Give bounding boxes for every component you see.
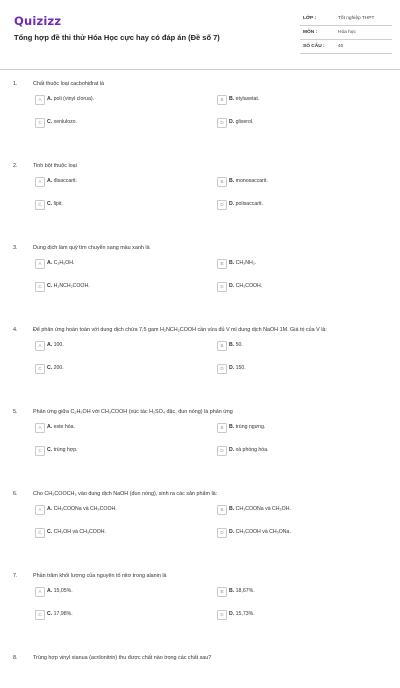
header-divider bbox=[0, 69, 400, 70]
answer-option-a[interactable] bbox=[35, 341, 205, 352]
answer-letter-box[interactable]: C bbox=[35, 528, 45, 538]
meta-value: Tốt nghiệp THPT bbox=[338, 16, 375, 21]
question-stem bbox=[0, 652, 400, 662]
meta-row-subject bbox=[300, 26, 392, 40]
answer-text bbox=[229, 424, 265, 430]
answer-label: B. bbox=[229, 342, 235, 348]
question-stem bbox=[0, 242, 400, 252]
answer-value: 17,98%. bbox=[53, 611, 73, 617]
answer-text bbox=[229, 201, 263, 207]
answer-option-c[interactable] bbox=[35, 446, 205, 457]
answer-value: đisaccarit. bbox=[53, 178, 77, 184]
answer-letter-box[interactable]: A bbox=[35, 177, 45, 187]
answer-text bbox=[47, 342, 64, 348]
question-number: 1. bbox=[13, 81, 18, 87]
question-item bbox=[0, 242, 400, 298]
answer-value: 100. bbox=[53, 342, 64, 348]
question-text: Cho CH₃COOCH₃ vào dung dịch NaOH (đun nóng), sinh ra các sản phẩm là: bbox=[33, 491, 218, 497]
answer-label: D. bbox=[229, 611, 235, 617]
answer-letter-box[interactable]: C bbox=[35, 282, 45, 292]
answer-label: D. bbox=[229, 119, 235, 125]
answer-options bbox=[0, 416, 400, 462]
answer-letter-box[interactable]: B bbox=[217, 177, 227, 187]
answer-letter-box[interactable]: A bbox=[35, 423, 45, 433]
worksheet-title: Tổng hợp đề thi thử Hóa Học cực hay có đáp án (Đề số 7) bbox=[14, 33, 220, 42]
answer-text bbox=[229, 178, 268, 184]
answer-option-a[interactable] bbox=[35, 177, 205, 188]
answer-option-b[interactable] bbox=[217, 505, 387, 516]
quizizz-logo: Quizizz bbox=[14, 14, 62, 28]
answer-label: D. bbox=[229, 447, 235, 453]
meta-value: Hóa học bbox=[338, 30, 356, 35]
meta-value: 40 bbox=[338, 44, 344, 49]
answer-letter-box[interactable]: D bbox=[217, 200, 227, 210]
answer-option-a[interactable] bbox=[35, 587, 205, 598]
answer-letter-box[interactable]: C bbox=[35, 610, 45, 620]
answer-option-c[interactable] bbox=[35, 282, 205, 293]
question-stem bbox=[0, 78, 400, 88]
question-item bbox=[0, 652, 400, 662]
answer-option-b[interactable] bbox=[217, 95, 387, 106]
answer-letter-box[interactable]: A bbox=[35, 259, 45, 269]
question-number: 3. bbox=[13, 245, 18, 251]
answer-value: xà phòng hóa. bbox=[235, 447, 269, 453]
answer-value: CH₃NH₂. bbox=[235, 260, 257, 266]
answer-value: trùng ngưng. bbox=[235, 424, 266, 430]
answer-option-c[interactable] bbox=[35, 610, 205, 621]
answer-text bbox=[47, 283, 90, 289]
answer-value: CH₃COOH. bbox=[235, 283, 263, 289]
answer-letter-box[interactable]: D bbox=[217, 610, 227, 620]
answer-text bbox=[47, 424, 75, 430]
answer-label: B. bbox=[229, 178, 235, 184]
answer-text bbox=[229, 96, 259, 102]
answer-letter-box[interactable]: D bbox=[217, 528, 227, 538]
question-item bbox=[0, 570, 400, 626]
answer-text bbox=[47, 260, 74, 266]
answer-value: lipit. bbox=[53, 201, 63, 207]
question-text: Để phản ứng hoàn toàn với dung dịch chứa 7,5 gam H₂NCH₂COOH cần vừa đủ V ml dung dịch NaOH 1M. Giá trị của V là: bbox=[33, 327, 327, 333]
answer-letter-box[interactable]: A bbox=[35, 95, 45, 105]
question-item bbox=[0, 324, 400, 380]
question-item bbox=[0, 488, 400, 544]
answer-value: 200. bbox=[53, 365, 64, 371]
question-stem bbox=[0, 160, 400, 170]
answer-option-a[interactable] bbox=[35, 423, 205, 434]
answer-letter-box[interactable]: C bbox=[35, 364, 45, 374]
answer-value: 18,67%. bbox=[235, 588, 255, 594]
answer-option-b[interactable] bbox=[217, 259, 387, 270]
answer-letter-box[interactable]: A bbox=[35, 341, 45, 351]
answer-option-d[interactable] bbox=[217, 446, 387, 457]
answer-letter-box[interactable]: A bbox=[35, 505, 45, 515]
answer-option-c[interactable] bbox=[35, 118, 205, 129]
question-number: 5. bbox=[13, 409, 18, 415]
answer-label: D. bbox=[229, 283, 235, 289]
question-item bbox=[0, 406, 400, 462]
answer-value: CH₃COONa và CH₃OH. bbox=[235, 506, 291, 512]
answer-letter-box[interactable]: C bbox=[35, 118, 45, 128]
answer-label: D. bbox=[229, 201, 235, 207]
answer-value: H₂NCH₂COOH. bbox=[53, 283, 90, 289]
answer-label: D. bbox=[229, 365, 235, 371]
answer-label: B. bbox=[229, 506, 235, 512]
answer-options bbox=[0, 252, 400, 298]
answer-letter-box[interactable]: D bbox=[217, 118, 227, 128]
answer-label: C. bbox=[47, 119, 53, 125]
meta-key: LỚP : bbox=[303, 16, 317, 21]
answer-letter-box[interactable]: B bbox=[217, 95, 227, 105]
answer-option-d[interactable] bbox=[217, 200, 387, 211]
answer-option-d[interactable] bbox=[217, 282, 387, 293]
question-number: 4. bbox=[13, 327, 18, 333]
answer-value: CH₃OH và CH₃COOH. bbox=[53, 529, 106, 535]
answer-label: C. bbox=[47, 611, 53, 617]
answer-text bbox=[47, 611, 73, 617]
answer-value: etylaxetat. bbox=[235, 96, 260, 102]
answer-option-d[interactable] bbox=[217, 528, 387, 539]
answer-option-d[interactable] bbox=[217, 364, 387, 375]
answer-value: este hóa. bbox=[53, 424, 75, 430]
answer-letter-box[interactable]: B bbox=[217, 423, 227, 433]
meta-key: SỐ CÂU : bbox=[303, 44, 325, 49]
answer-option-a[interactable] bbox=[35, 505, 205, 516]
answer-text bbox=[47, 529, 106, 535]
answer-letter-box[interactable]: D bbox=[217, 446, 227, 456]
answer-option-d[interactable] bbox=[217, 118, 387, 129]
question-text: Chất thuộc loại cacbohiđrat là bbox=[33, 81, 105, 87]
answer-letter-box[interactable]: B bbox=[217, 587, 227, 597]
meta-key: MÔN : bbox=[303, 30, 318, 35]
answer-value: trùng hợp. bbox=[53, 447, 78, 453]
answer-text bbox=[229, 447, 269, 453]
answer-option-a[interactable] bbox=[35, 95, 205, 106]
answer-option-c[interactable] bbox=[35, 200, 205, 211]
question-text: Phản ứng giữa C₂H₅OH với CH₃COOH (xúc tác H₂SO₄ đặc, đun nóng) là phản ứng bbox=[33, 409, 233, 415]
question-item bbox=[0, 78, 400, 134]
answer-value: glixerol. bbox=[235, 119, 254, 125]
answer-text bbox=[47, 119, 77, 125]
answer-letter-box[interactable]: A bbox=[35, 587, 45, 597]
answer-option-c[interactable] bbox=[35, 364, 205, 375]
answer-text bbox=[229, 342, 243, 348]
answer-text bbox=[47, 447, 78, 453]
answer-label: D. bbox=[229, 529, 235, 535]
answer-text bbox=[47, 178, 77, 184]
worksheet-header bbox=[0, 0, 400, 62]
meta-row-question-count bbox=[300, 40, 392, 54]
answer-text bbox=[229, 260, 256, 266]
answer-label: B. bbox=[229, 424, 235, 430]
answer-letter-box[interactable]: D bbox=[217, 282, 227, 292]
answer-value: 150. bbox=[235, 365, 246, 371]
answer-label: C. bbox=[47, 283, 53, 289]
question-text: Dung dịch làm quỳ tím chuyển sang màu xanh là bbox=[33, 245, 150, 251]
answer-letter-box[interactable]: C bbox=[35, 446, 45, 456]
question-text: Tinh bột thuộc loại bbox=[33, 163, 77, 169]
answer-value: poli (vinyl clorua). bbox=[53, 96, 95, 102]
answer-label: C. bbox=[47, 447, 53, 453]
answer-label: A. bbox=[47, 588, 53, 594]
answer-text bbox=[47, 588, 73, 594]
worksheet-meta-table bbox=[300, 12, 392, 54]
question-number: 8. bbox=[13, 655, 18, 661]
answer-text bbox=[229, 588, 255, 594]
answer-value: 50. bbox=[235, 342, 243, 348]
question-list bbox=[0, 78, 400, 688]
answer-text bbox=[229, 119, 254, 125]
answer-option-b[interactable] bbox=[217, 423, 387, 434]
question-text: Phần trăm khối lượng của nguyên tố nitơ trong alanin là bbox=[33, 573, 167, 579]
answer-text bbox=[229, 506, 291, 512]
answer-value: C₂H₅OH. bbox=[53, 260, 75, 266]
answer-option-c[interactable] bbox=[35, 528, 205, 539]
answer-label: C. bbox=[47, 529, 53, 535]
answer-value: xenlulozo. bbox=[53, 119, 77, 125]
answer-label: A. bbox=[47, 96, 53, 102]
question-stem bbox=[0, 488, 400, 498]
question-stem bbox=[0, 324, 400, 334]
question-number: 2. bbox=[13, 163, 18, 169]
answer-letter-box[interactable]: C bbox=[35, 200, 45, 210]
answer-text bbox=[47, 201, 63, 207]
answer-label: A. bbox=[47, 342, 53, 348]
answer-label: B. bbox=[229, 588, 235, 594]
answer-text bbox=[229, 611, 255, 617]
answer-option-b[interactable] bbox=[217, 587, 387, 598]
answer-value: monosaccarit. bbox=[235, 178, 268, 184]
question-item bbox=[0, 160, 400, 216]
answer-label: B. bbox=[229, 260, 235, 266]
answer-label: A. bbox=[47, 260, 53, 266]
answer-options bbox=[0, 498, 400, 544]
answer-label: C. bbox=[47, 365, 53, 371]
answer-value: 15,73%. bbox=[235, 611, 255, 617]
answer-letter-box[interactable]: B bbox=[217, 341, 227, 351]
answer-options bbox=[0, 88, 400, 134]
answer-text bbox=[47, 365, 64, 371]
question-stem bbox=[0, 570, 400, 580]
question-text: Trùng hợp vinyl xianua (acrilonitrin) thu được chất nào trong các chất sau? bbox=[33, 655, 212, 661]
answer-text bbox=[47, 96, 94, 102]
answer-letter-box[interactable]: D bbox=[217, 364, 227, 374]
answer-label: A. bbox=[47, 178, 53, 184]
answer-letter-box[interactable]: B bbox=[217, 505, 227, 515]
answer-option-b[interactable] bbox=[217, 341, 387, 352]
answer-value: 15,05%. bbox=[53, 588, 73, 594]
question-stem bbox=[0, 406, 400, 416]
answer-text bbox=[47, 506, 117, 512]
meta-row-class bbox=[300, 12, 392, 26]
answer-options bbox=[0, 170, 400, 216]
answer-label: C. bbox=[47, 201, 53, 207]
answer-letter-box[interactable]: B bbox=[217, 259, 227, 269]
answer-options bbox=[0, 334, 400, 380]
answer-option-d[interactable] bbox=[217, 610, 387, 621]
answer-options bbox=[0, 580, 400, 626]
answer-option-b[interactable] bbox=[217, 177, 387, 188]
answer-text bbox=[229, 283, 262, 289]
answer-value: polisaccarit. bbox=[235, 201, 264, 207]
answer-value: CH₃COONa và CH₃COOH. bbox=[53, 506, 117, 512]
answer-option-a[interactable] bbox=[35, 259, 205, 270]
answer-label: A. bbox=[47, 506, 53, 512]
answer-label: A. bbox=[47, 424, 53, 430]
answer-label: B. bbox=[229, 96, 235, 102]
answer-text bbox=[229, 365, 246, 371]
answer-value: CH₃COOH và CH₃ONa. bbox=[235, 529, 291, 535]
question-number: 7. bbox=[13, 573, 18, 579]
question-number: 6. bbox=[13, 491, 18, 497]
answer-text bbox=[229, 529, 291, 535]
